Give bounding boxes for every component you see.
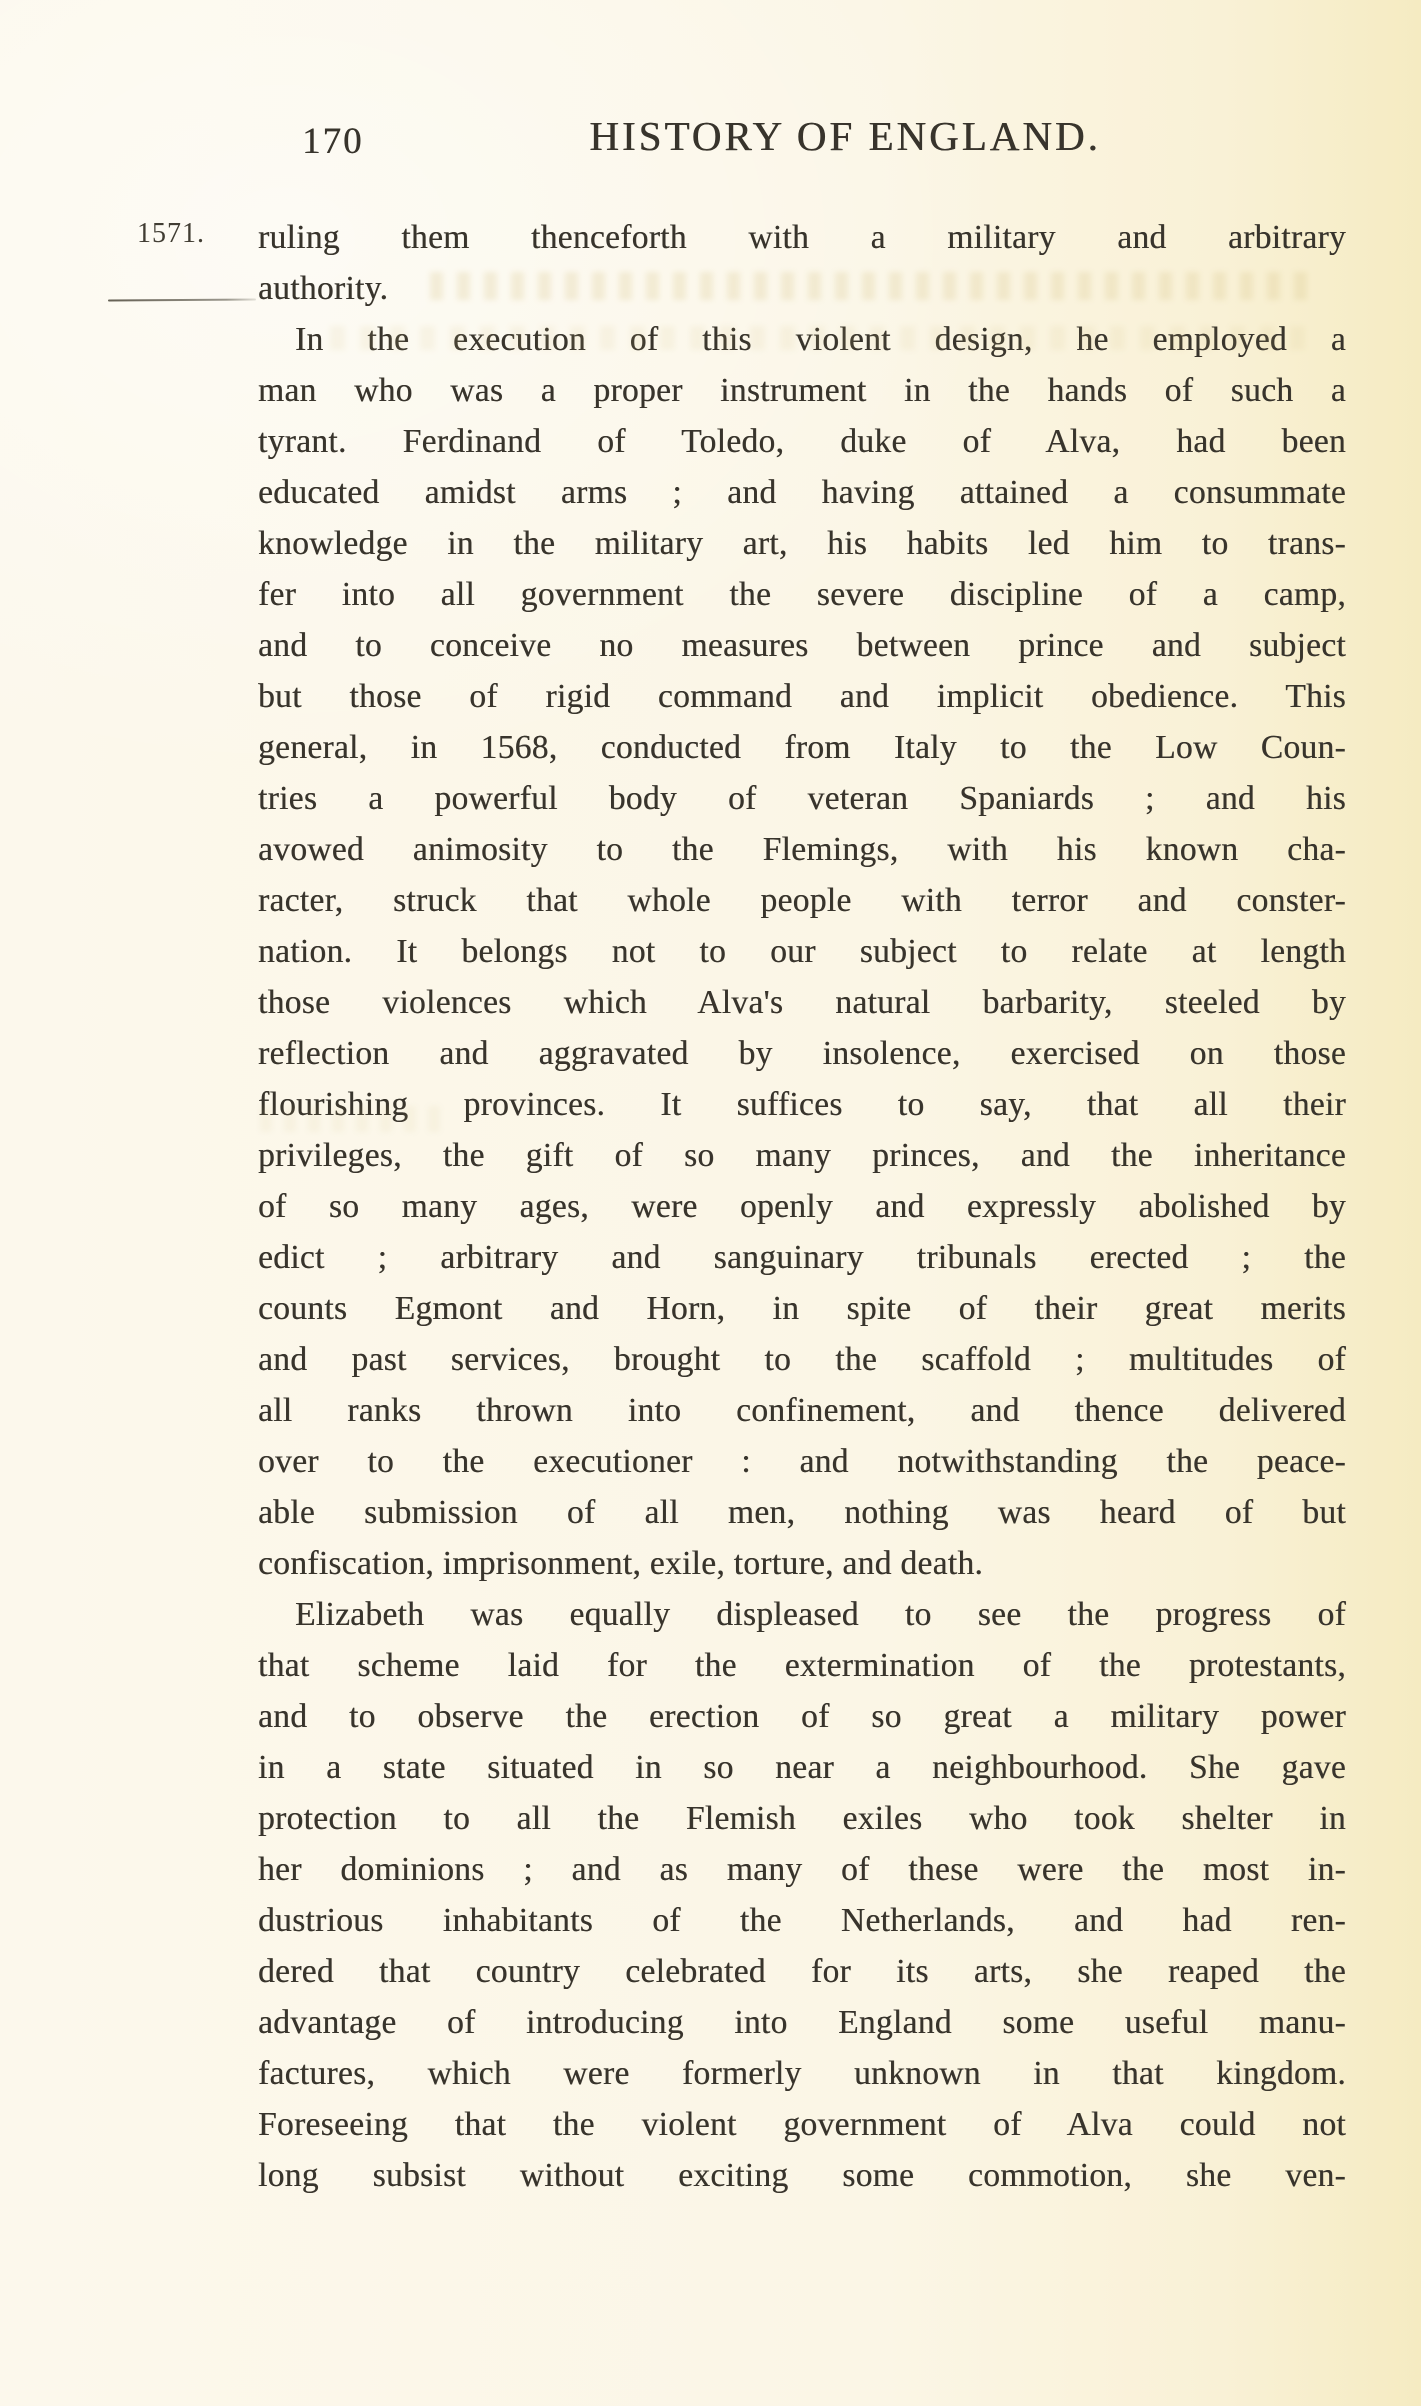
running-head — [0, 112, 1421, 164]
text-line: tyrant. Ferdinand of Toledo, duke of Alva, had been — [258, 423, 1346, 460]
text-line: dustrious inhabitants of the Netherlands, and had ren- — [258, 1902, 1346, 1939]
text-line: avowed animosity to the Flemings, with his known cha- — [258, 831, 1346, 868]
text-line: man who was a proper instrument in the hands of such a — [258, 372, 1346, 409]
text-line: protection to all the Flemish exiles who took shelter in — [258, 1800, 1346, 1837]
text-line: Foreseeing that the violent government of Alva could not — [258, 2106, 1346, 2143]
text-line: able submission of all men, nothing was heard of but — [258, 1494, 1346, 1531]
text-line: edict ; arbitrary and sanguinary tribunals erected ; the — [258, 1239, 1346, 1276]
text-line: and to conceive no measures between prince and subject — [258, 627, 1346, 664]
text-line: her dominions ; and as many of these were the most in- — [258, 1851, 1346, 1888]
text-line: dered that country celebrated for its arts, she reaped the — [258, 1953, 1346, 1990]
text-line: privileges, the gift of so many princes, and the inheritance — [258, 1137, 1346, 1174]
margin-year-note: 1571. — [137, 218, 205, 249]
text-line: and past services, brought to the scaffold ; multitudes of — [258, 1341, 1346, 1378]
text-line: all ranks thrown into confinement, and thence delivered — [258, 1392, 1346, 1429]
text-line: and to observe the erection of so great a military power — [258, 1698, 1346, 1735]
text-line: authority. — [258, 270, 389, 307]
text-line: nation. It belongs not to our subject to relate at length — [258, 933, 1346, 970]
text-line: racter, struck that whole people with terror and conster- — [258, 882, 1346, 919]
text-line: in a state situated in so near a neighbourhood. She gave — [258, 1749, 1346, 1786]
page-number: 170 — [302, 121, 364, 162]
margin-rule — [108, 298, 256, 301]
body-text — [258, 212, 1346, 2201]
text-line: advantage of introducing into England some useful manu- — [258, 2004, 1346, 2041]
text-line: confiscation, imprisonment, exile, torture, and death. — [258, 1545, 984, 1582]
text-line: ruling them thenceforth with a military and arbitrary — [258, 219, 1346, 256]
text-line: over to the executioner : and notwithstanding the peace- — [258, 1443, 1346, 1480]
text-line: Elizabeth was equally displeased to see the progress of — [295, 1596, 1346, 1633]
text-line: In the execution of this violent design, he employed a — [295, 321, 1346, 358]
text-line: but those of rigid command and implicit obedience. This — [258, 678, 1346, 715]
text-line: of so many ages, were openly and expressly abolished by — [258, 1188, 1346, 1225]
running-title: HISTORY OF ENGLAND. — [589, 113, 1101, 159]
text-line: educated amidst arms ; and having attained a consummate — [258, 474, 1346, 511]
text-line: counts Egmont and Horn, in spite of their great merits — [258, 1290, 1346, 1327]
text-line: reflection and aggravated by insolence, exercised on those — [258, 1035, 1346, 1072]
text-line: general, in 1568, conducted from Italy to the Low Coun- — [258, 729, 1346, 766]
text-line: knowledge in the military art, his habits led him to trans- — [258, 525, 1346, 562]
text-line: factures, which were formerly unknown in that kingdom. — [258, 2055, 1346, 2092]
text-line: that scheme laid for the extermination of the protestants, — [258, 1647, 1346, 1684]
text-line: tries a powerful body of veteran Spaniards ; and his — [258, 780, 1346, 817]
text-line: long subsist without exciting some commotion, she ven- — [258, 2157, 1346, 2194]
text-line: those violences which Alva's natural barbarity, steeled by — [258, 984, 1346, 1021]
text-line: fer into all government the severe discipline of a camp, — [258, 576, 1346, 613]
text-line: flourishing provinces. It suffices to say, that all their — [258, 1086, 1346, 1123]
